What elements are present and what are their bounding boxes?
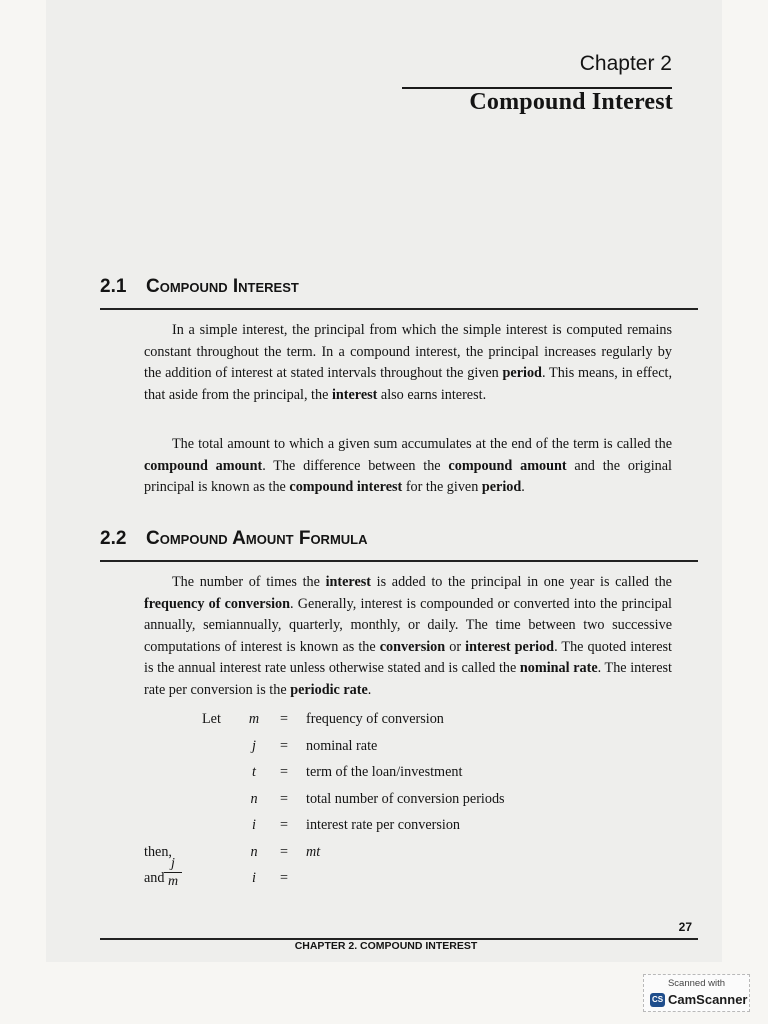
formula-expression: mt	[306, 843, 321, 860]
fraction-numerator: j	[171, 856, 175, 871]
paragraph-simple-vs-compound	[144, 320, 672, 406]
section-title: Compound Interest	[146, 276, 299, 297]
section-heading-2-2	[100, 528, 672, 550]
variable-symbol: i	[252, 870, 256, 886]
equals-sign: =	[279, 817, 288, 833]
section-rule	[100, 308, 698, 310]
definition-row	[144, 708, 564, 735]
definition-row	[144, 814, 564, 841]
equals-sign: =	[279, 711, 288, 727]
fraction-j-over-m	[158, 856, 188, 889]
variable-symbol: j	[252, 737, 256, 754]
equals-sign: =	[279, 843, 288, 860]
variable-description: frequency of conversion	[306, 711, 444, 727]
formula-row-n	[144, 841, 564, 868]
variable-description: term of the loan/investment	[306, 764, 463, 780]
formula-row-i	[144, 867, 564, 894]
definition-row	[144, 735, 564, 762]
equals-sign: =	[279, 764, 288, 780]
variable-description: nominal rate	[306, 737, 378, 754]
variable-symbol: m	[248, 711, 260, 727]
definition-intro: Let	[202, 711, 221, 727]
paragraph-frequency-of-conversion	[144, 572, 672, 701]
section-rule	[100, 560, 698, 562]
chapter-title: Compound Interest	[469, 89, 673, 115]
variable-symbol: n	[250, 790, 258, 807]
section-number: 2.2	[100, 528, 127, 549]
scanned-with-text: Scanned with	[667, 978, 726, 989]
camscanner-name: CamScanner	[668, 992, 748, 1007]
definition-row	[144, 761, 564, 788]
page-number: 27	[678, 920, 692, 934]
camscanner-logo-icon: CS	[650, 993, 665, 1007]
variable-definitions	[144, 708, 564, 894]
variable-symbol: n	[250, 843, 258, 860]
definition-row	[144, 788, 564, 815]
formula-lead: then,	[144, 843, 172, 860]
equals-sign: =	[279, 790, 288, 807]
fraction-bar	[164, 872, 182, 873]
paragraph-text: The total amount to which a given sum accumulates at the end of the term is called the compound amount. The difference between the compound amount and the original principal is known as the compound interest for the given period.	[144, 436, 672, 495]
chapter-label: Chapter 2	[579, 52, 672, 75]
equals-sign: =	[279, 737, 288, 754]
formula-lead: and	[144, 870, 165, 886]
variable-symbol: i	[252, 817, 256, 833]
variable-symbol: t	[252, 764, 256, 780]
variable-description: total number of conversion periods	[306, 790, 505, 807]
fraction-denominator: m	[167, 874, 179, 889]
paragraph-text: The number of times the interest is added to the principal in one year is called the frequency of conversion. Generally, interest is compounded or converted into the principal annually, semiannually, quarterly, monthly, or daily. The time between two successive computations of interest is known as the conversion or interest period. The quoted interest is the annual interest rate unless otherwise stated and is called the nominal rate. The interest rate per conversion is the periodic rate.	[144, 574, 672, 698]
paragraph-compound-amount	[144, 434, 672, 499]
section-heading-2-1	[100, 276, 672, 298]
camscanner-badge	[643, 974, 750, 1012]
equals-sign: =	[279, 870, 288, 886]
section-title: Compound Amount Formula	[146, 528, 368, 549]
running-footer: CHAPTER 2. COMPOUND INTEREST	[294, 940, 478, 952]
variable-description: interest rate per conversion	[306, 817, 461, 833]
section-number: 2.1	[100, 276, 127, 297]
paragraph-text: In a simple interest, the principal from which the simple interest is computed remains constant throughout the term. In a compound interest, the principal increases regularly by the addition of interest at stated intervals throughout the given period. This means, in effect, that aside from the principal, the interest also earns interest.	[144, 322, 673, 403]
